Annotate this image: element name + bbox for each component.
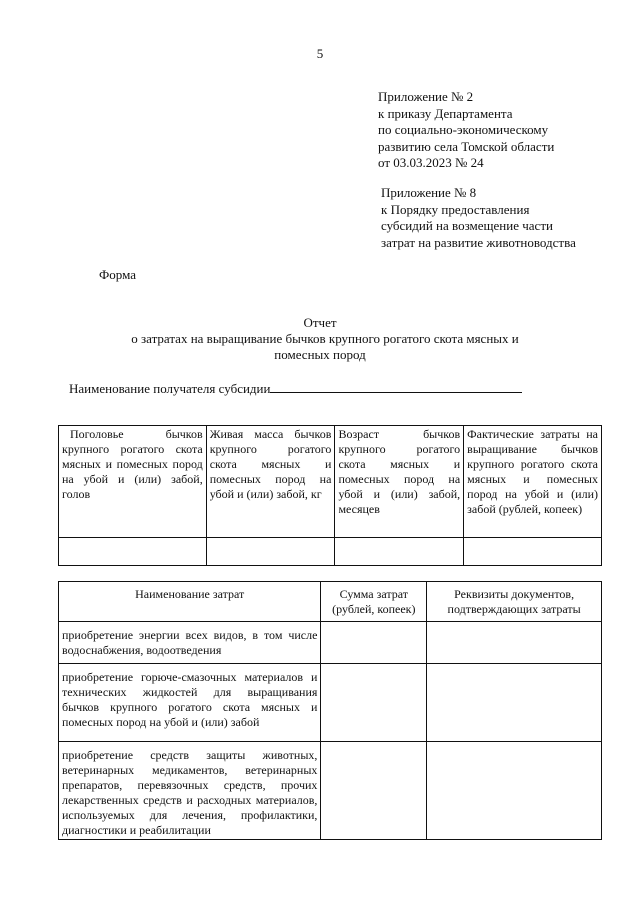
report-title-heading: Отчет	[303, 315, 337, 330]
input-cell[interactable]	[427, 664, 602, 742]
recipient-label: Наименование получателя субсидии	[69, 381, 271, 396]
appendix-8-line: субсидий на возмещение части	[381, 218, 553, 233]
cost-item-veterinary: приобретение средств защиты животных, ветеринарных медикаментов, ветеринарных препаратов, перевязочных средств, прочих лекарственных средств и расходных материалов, используемых для лечения, профилактики, диагностики и реабилитации	[59, 742, 321, 840]
costs-table	[58, 581, 602, 840]
appendix-8-line: Приложение № 8	[381, 185, 477, 200]
form-label: Форма	[99, 267, 136, 282]
appendix-2-line: к приказу Департамента	[378, 105, 513, 121]
input-cell[interactable]	[59, 538, 207, 566]
header-cell-cost-sum: Сумма затрат (рублей, копеек)	[321, 582, 427, 622]
report-title-subline: помесных пород	[274, 347, 366, 362]
input-cell[interactable]	[427, 742, 602, 840]
recipient-blank-line[interactable]	[270, 380, 522, 393]
header-cell-documents: Реквизиты документов, подтверждающих затраты	[427, 582, 602, 622]
input-cell[interactable]	[321, 742, 427, 840]
header-cell-actual-costs: Фактические затраты на выращивание бычков крупного рогатого скота мясных и помесных пород на убой и (или) забой (рублей, копеек)	[464, 426, 602, 538]
table-header-row	[59, 426, 602, 538]
appendix-8-line: к Порядку предоставления	[381, 201, 530, 217]
recipient-field	[69, 380, 522, 397]
header-cell-age: Возраст бычков крупного рогатого скота мясных и помесных пород на убой и (или) забой, месяцев	[335, 426, 464, 538]
cost-item-energy: приобретение энергии всех видов, в том числе водоснабжения, водоотведения	[59, 622, 321, 664]
summary-table	[58, 425, 602, 566]
cost-item-fuel: приобретение горюче-смазочных материалов и технических жидкостей для выращивания бычков крупного рогатого скота мясных и помесных пород на убой и (или) забой	[59, 664, 321, 742]
report-title	[0, 315, 640, 363]
appendix-8-block	[381, 185, 576, 251]
input-cell[interactable]	[427, 622, 602, 664]
appendix-2-line: от 03.03.2023 № 24	[378, 155, 484, 170]
input-cell[interactable]	[335, 538, 464, 566]
header-cell-live-weight: Живая масса бычков крупного рогатого скота мясных и помесных пород на убой и (или) забой, кг	[206, 426, 335, 538]
table-row	[59, 664, 602, 742]
table-row	[59, 622, 602, 664]
header-cell-cost-name: Наименование затрат	[59, 582, 321, 622]
appendix-2-line: развитию села Томской области	[378, 138, 555, 154]
appendix-2-line: Приложение № 2	[378, 89, 474, 104]
input-cell[interactable]	[321, 622, 427, 664]
input-cell[interactable]	[321, 664, 427, 742]
input-cell[interactable]	[464, 538, 602, 566]
appendix-2-block	[378, 89, 554, 172]
table-row	[59, 538, 602, 566]
table-header-row	[59, 582, 602, 622]
table-row	[59, 742, 602, 840]
page-number: 5	[316, 46, 324, 61]
appendix-2-line: по социально-экономическому	[378, 122, 549, 137]
report-title-subline: о затратах на выращивание бычков крупного рогатого скота мясных и	[131, 331, 519, 346]
input-cell[interactable]	[206, 538, 335, 566]
appendix-8-line: затрат на развитие животноводства	[381, 234, 576, 250]
header-cell-head-count: Поголовье бычков крупного рогатого скота мясных и помесных пород на убой и (или) забой, голов	[59, 426, 207, 538]
